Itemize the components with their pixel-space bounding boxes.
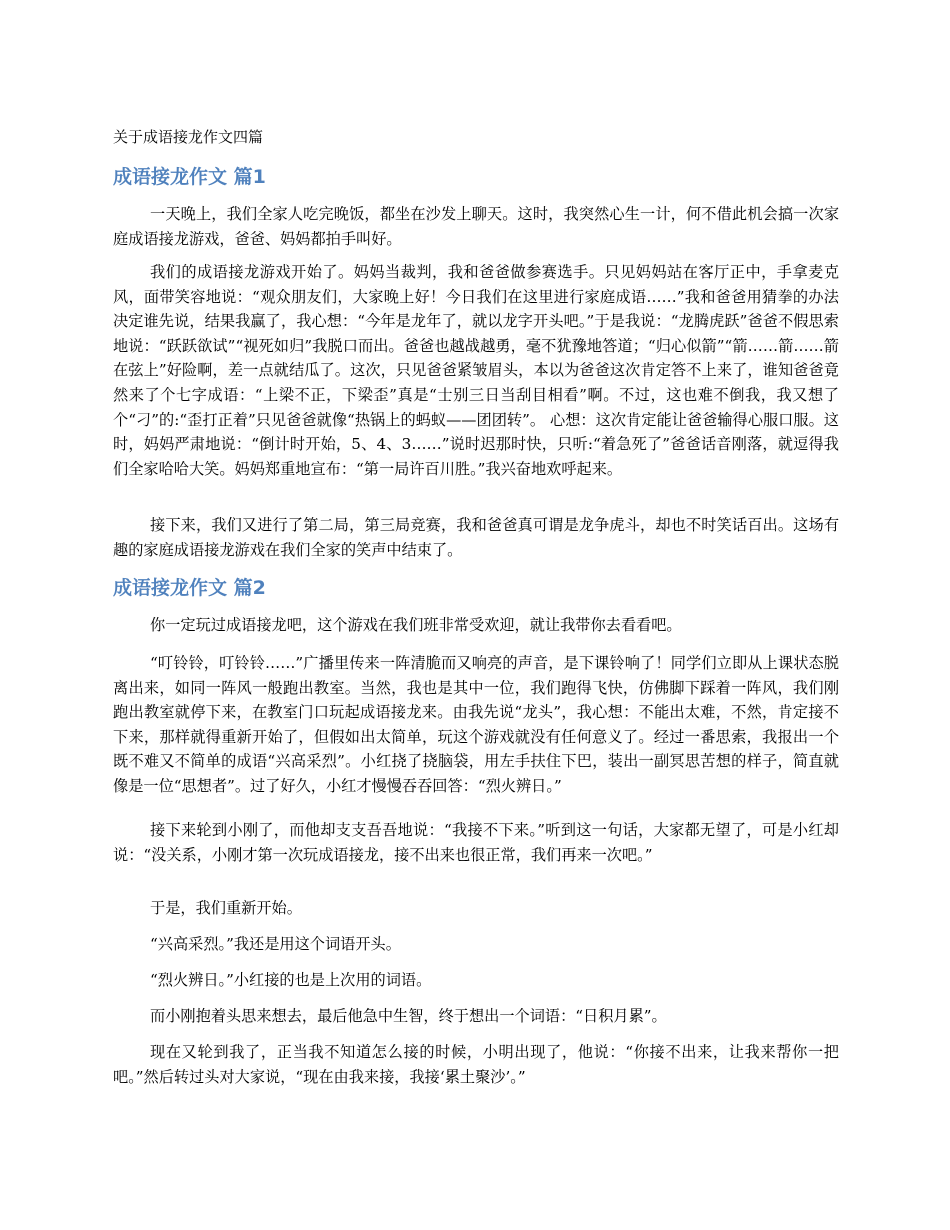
section-1-paragraph-3: 接下来，我们又进行了第二局，第三局竞赛，我和爸爸真可谓是龙争虎斗，却也不时笑话百出。这场有趣的家庭成语接龙游戏在我们全家的笑声中结束了。 xyxy=(113,516,839,559)
section-2-paragraph-2: “叮铃铃，叮铃铃……”广播里传来一阵清脆而又响亮的声音，是下课铃响了！同学们立即从上课状态脱离出来，如同一阵风一般跑出教室。当然，我也是其中一位，我们跑得飞快，仿佛脚下踩着一阵风，我们刚跑出教室就停下来，在教室门口玩起成语接龙来。由我先说“龙头”，我心想：不能出太难，不然，肯定接不下来，那样就得重新开始了，但假如出太简单，玩这个游戏就没有任何意义了。经过一番思索，我报出一个既不难又不简单的成语“兴高采烈”。小红挠了挠脑袋，用左手扶住下巴，装出一副冥思苦想的样子，简直就像是一位“思想者”。过了好久，小红才慢慢吞吞回答：“烈火辨日。” xyxy=(113,654,839,795)
document-title: 关于成语接龙作文四篇 xyxy=(113,128,264,146)
section-1-paragraph-2: 我们的成语接龙游戏开始了。妈妈当裁判，我和爸爸做参赛选手。只见妈妈站在客厅正中，手拿麦克风，面带笑容地说：“观众朋友们，大家晚上好！今日我们在这里进行家庭成语……”我和爸爸用猜拳的办法决定谁先说，结果我赢了，我心想：“今年是龙年了，就以龙字开头吧。”于是我说：“龙腾虎跃”爸爸不假思索地说：“跃跃欲试”“视死如归”我脱口而出。爸爸也越战越勇，毫不犹豫地答道；“归心似箭”“箭……箭……箭在弦上”好险啊，差一点就结瓜了。这次，只见爸爸紧皱眉头，本以为爸爸这次肯定答不上来了，谁知爸爸竟然来了个七字成语：“上梁不正，下梁歪”真是“士别三日当刮目相看”啊。不过，这也难不倒我，我又想了个“刁”的:“歪打正着”只见爸爸就像“热锅上的蚂蚁——团团转”。 心想：这次肯定能让爸爸输得心服口服。这时，妈妈严肃地说：“倒计时开始，5、4、3……”说时迟那时快，只听:“着急死了”爸爸话音刚落，就逗得我们全家哈哈大笑。妈妈郑重地宣布：“第一局许百川胜。”我兴奋地欢呼起来。 xyxy=(113,263,839,478)
section-2-heading: 成语接龙作文 篇2 xyxy=(113,577,266,599)
section-2-paragraph-7: 而小刚抱着头思来想去，最后他急中生智，终于想出一个词语：“日积月累”。 xyxy=(150,1007,667,1025)
section-2-paragraph-5: “兴高采烈。”我还是用这个词语开头。 xyxy=(150,935,401,953)
section-1-heading: 成语接龙作文 篇1 xyxy=(113,166,266,188)
section-2-paragraph-6: “烈火辨日。”小红接的也是上次用的词语。 xyxy=(150,971,432,989)
section-1-paragraph-1: 一天晚上，我们全家人吃完晚饭，都坐在沙发上聊天。这时，我突然心生一计，何不借此机会搞一次家庭成语接龙游戏，爸爸、妈妈都拍手叫好。 xyxy=(113,205,839,248)
section-2-paragraph-1: 你一定玩过成语接龙吧，这个游戏在我们班非常受欢迎，就让我带你去看看吧。 xyxy=(150,616,682,634)
section-2-paragraph-4: 于是，我们重新开始。 xyxy=(150,899,302,917)
section-2-paragraph-3: 接下来轮到小刚了，而他却支支吾吾地说：“我接不下来。”听到这一句话，大家都无望了，可是小红却说：“没关系，小刚才第一次玩成语接龙，接不出来也很正常，我们再来一次吧。” xyxy=(113,821,839,864)
section-2-paragraph-8: 现在又轮到我了，正当我不知道怎么接的时候，小明出现了，他说：“你接不出来，让我来帮你一把吧。”然后转过头对大家说，“现在由我来接，我接‘累土聚沙’。” xyxy=(113,1043,839,1086)
